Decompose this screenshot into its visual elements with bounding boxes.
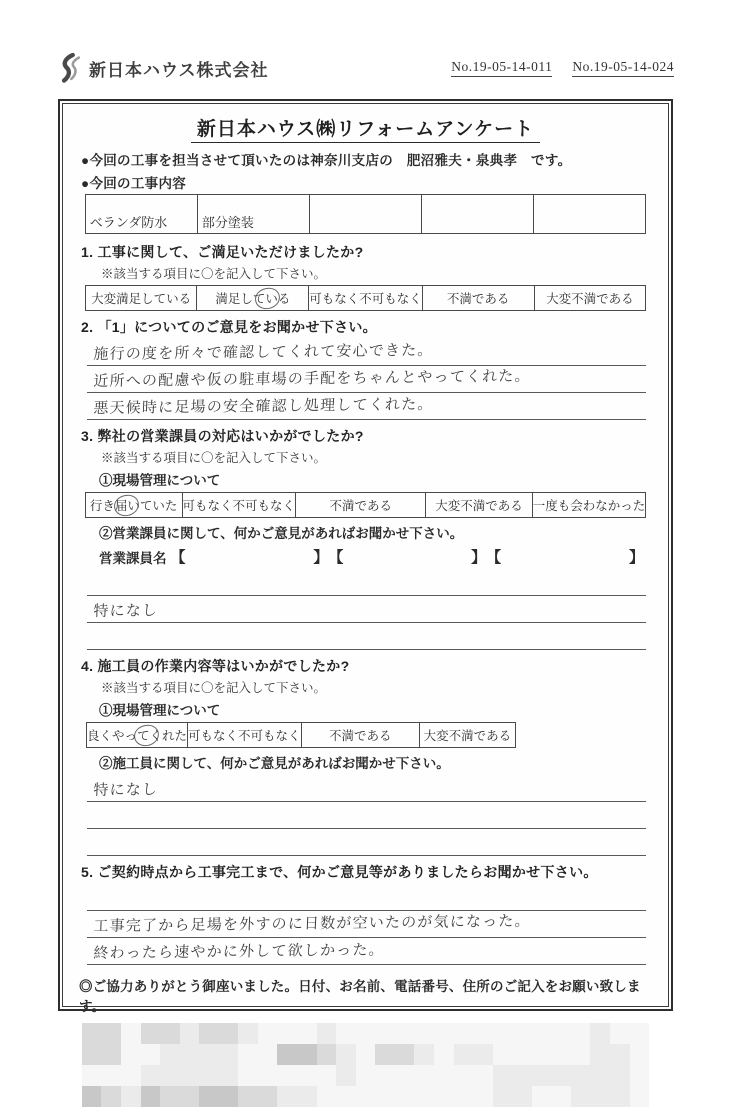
answer-line <box>87 393 646 420</box>
staff-intro-line: ●今回の工事を担当させて頂いたのは神奈川支店の 肥沼雅夫・泉典孝 です。 <box>81 153 572 168</box>
answer-line <box>87 596 646 623</box>
handwritten-answer: 特になし <box>93 781 159 799</box>
handwritten-circle-mark <box>113 493 141 518</box>
q3-option-cell: 不満である <box>295 492 426 518</box>
sales-staff-name-label: 営業課員名 <box>99 550 167 566</box>
work-item-cell: 部分塗装 <box>197 194 310 234</box>
work-item-cell <box>533 194 646 234</box>
document-number-2: No.19-05-14-024 <box>572 59 674 77</box>
bracket-close: 】 <box>628 549 644 566</box>
work-content-table <box>85 194 647 234</box>
q1-option-cell: 満足している <box>196 285 309 311</box>
document-numbers <box>451 59 674 77</box>
handwritten-answer: 近所への配慮や仮の駐車場の手配をちゃんとやってくれた。 <box>93 367 532 390</box>
answer-line <box>87 339 646 366</box>
form-border-box <box>58 99 673 1014</box>
q3-option-cell: 可もなく不可もなく <box>182 492 297 518</box>
q3-sub2-label: ②営業課員に関して、何かご意見があればお聞かせ下さい。 <box>99 526 464 541</box>
q1-options-table <box>85 285 647 311</box>
handwritten-answer: 特になし <box>93 602 159 620</box>
q4-sub2-label: ②施工員に関して、何かご意見があればお聞かせ下さい。 <box>99 756 450 771</box>
handwritten-answer: 悪天候時に足場の安全確認し処理してくれた。 <box>93 395 434 417</box>
answer-line <box>87 911 646 938</box>
q1-label: 1. 工事に関して、ご満足いただけましたか? <box>81 244 364 260</box>
work-content-label: ●今回の工事内容 <box>81 176 187 191</box>
q4-option-cell: 大変不満である <box>419 722 516 748</box>
q4-note: ※該当する項目に〇を記入して下さい。 <box>101 681 327 695</box>
q3-option-cell: 行き届いていた <box>85 492 183 518</box>
closing-line: ◎ご協力ありがとう御座いました。日付、お名前、電話番号、住所のご記入をお願い致します。 <box>79 979 641 1014</box>
work-item-cell <box>421 194 534 234</box>
form-title: 新日本ハウス㈱リフォームアンケート <box>79 114 652 141</box>
handwritten-circle-mark <box>132 723 160 748</box>
handwritten-answer: 施行の度を所々で確認してくれて安心できた。 <box>93 341 434 363</box>
q1-note: ※該当する項目に〇を記入して下さい。 <box>101 267 327 281</box>
bracket-open: 【 <box>486 549 502 566</box>
q2-answer-area <box>87 339 646 420</box>
answer-line <box>87 366 646 393</box>
q1-option-cell: 大変満足している <box>85 285 198 311</box>
q3-label: 3. 弊社の営業課員の対応はいかがでしたか? <box>81 428 364 444</box>
company-name: 新日本ハウス株式会社 <box>89 60 269 80</box>
bracket-open: 【 <box>170 549 186 566</box>
q4-options-table <box>86 722 516 748</box>
company-logo-icon <box>58 53 84 83</box>
answer-line <box>87 569 646 596</box>
q1-option-cell: 不満である <box>422 285 535 311</box>
answer-line <box>87 623 646 650</box>
form-body <box>62 103 669 1014</box>
sales-staff-name-row <box>99 546 644 567</box>
q4-label: 4. 施工員の作業内容等はいかがでしたか? <box>81 658 350 674</box>
bracket-close: 】 <box>313 549 329 566</box>
page-header <box>58 50 674 86</box>
q1-option-cell: 可もなく不可もなく <box>308 285 423 311</box>
work-item-cell <box>309 194 422 234</box>
q3-sub1-label: ①現場管理について <box>99 473 221 488</box>
bracket-close: 】 <box>471 549 487 566</box>
q1-option-cell: 大変不満である <box>534 285 647 311</box>
document-number-1: No.19-05-14-011 <box>451 59 552 77</box>
handwritten-answer: 終わったら速やかに外して欲しかった。 <box>93 941 386 962</box>
handwritten-answer: 工事完了から足場を外すのに日数が空いたのが気になった。 <box>93 912 532 935</box>
q4-option-cell: 良くやってくれた <box>86 722 188 748</box>
q4-answer-area <box>87 775 646 856</box>
answer-line <box>87 938 646 965</box>
bracket-open: 【 <box>328 549 344 566</box>
handwritten-circle-mark <box>253 286 281 311</box>
q4-option-cell: 不満である <box>301 722 420 748</box>
answer-line <box>87 884 646 911</box>
answer-line <box>87 802 646 829</box>
q5-label: 5. ご契約時点から工事完工まで、何かご意見等がありましたらお聞かせ下さい。 <box>81 864 598 880</box>
q3-note: ※該当する項目に〇を記入して下さい。 <box>101 451 327 465</box>
work-item-cell: ベランダ防水 <box>85 194 198 234</box>
redacted-mosaic <box>82 1023 649 1107</box>
q3-option-cell: 一度も会わなかった <box>532 492 647 518</box>
q4-option-cell: 可もなく不可もなく <box>187 722 302 748</box>
q3-options-table <box>85 492 647 518</box>
q2-label: 2. 「1」についてのご意見をお聞かせ下さい。 <box>81 319 377 335</box>
q3-option-cell: 大変不満である <box>425 492 532 518</box>
q4-sub1-label: ①現場管理について <box>99 703 221 718</box>
answer-line <box>87 829 646 856</box>
q5-answer-area <box>87 884 646 965</box>
q3-answer-area <box>87 569 646 650</box>
answer-line <box>87 775 646 802</box>
